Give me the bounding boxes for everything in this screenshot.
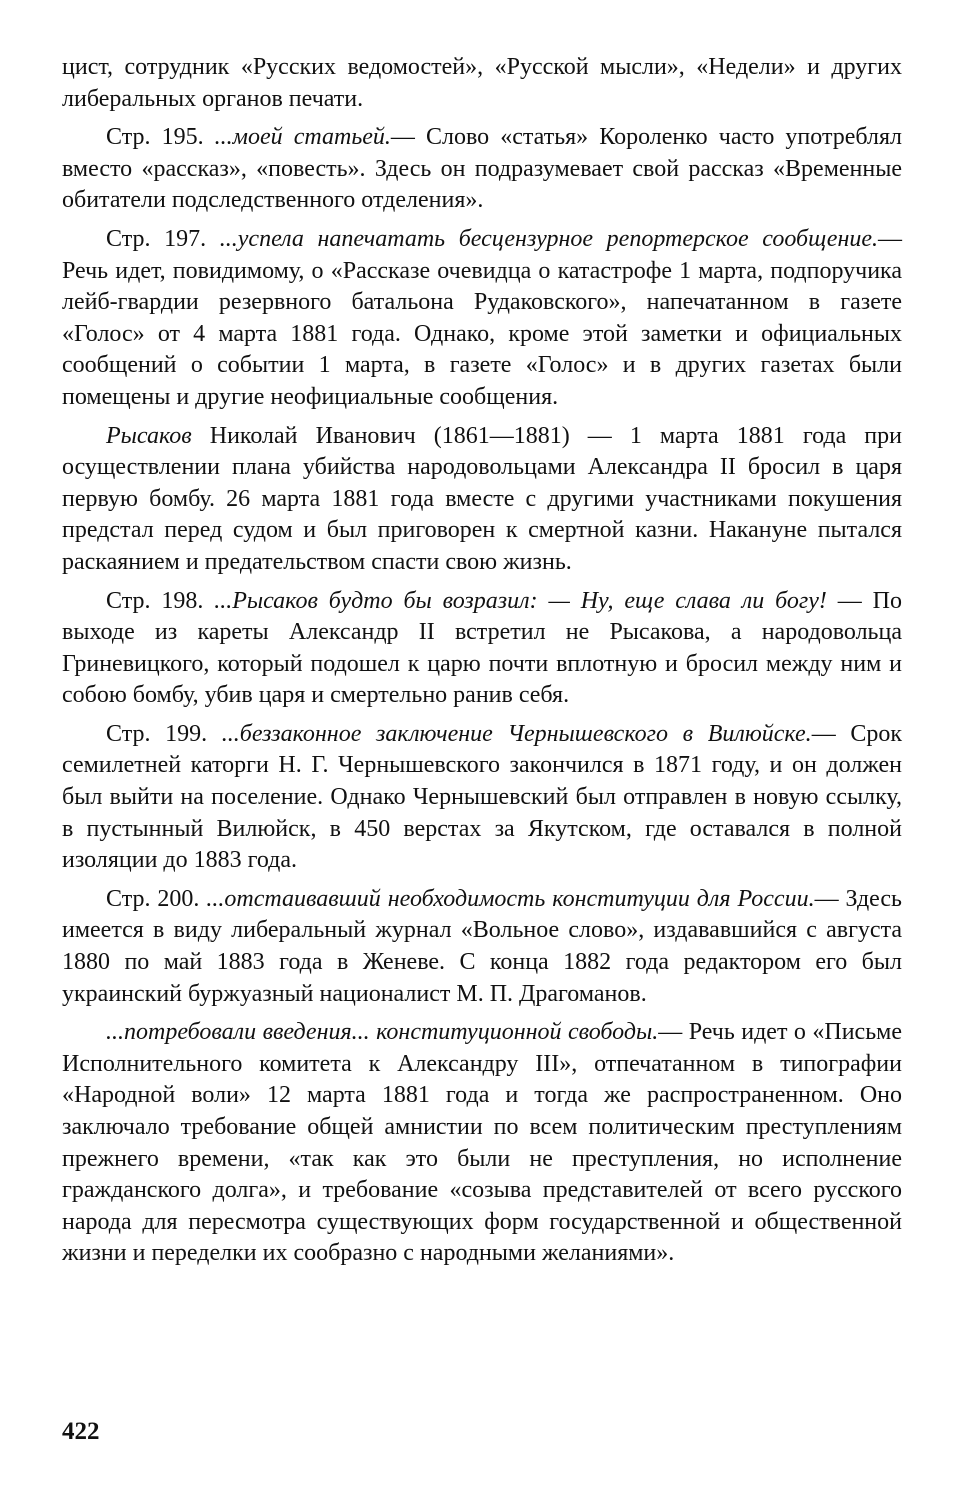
page-reference: Стр. 199.: [106, 720, 222, 747]
page-reference: Стр. 197.: [106, 225, 220, 252]
note-body: цист, сотрудник «Русских ведомостей», «Русской мысли», «Недели» и других либеральных органов печати.: [62, 54, 902, 112]
note-paragraph: [62, 52, 902, 115]
note-paragraph: [62, 586, 902, 712]
note-body: — Речь идет о «Письме Исполнительного комитета к Александру III», отпечатанном в типографии «Народной воли» 12 марта 1881 года и тогда же распространенном. Оно заключало требование общей амнистии по всем политическим преступлениям прежнего времени, «так как это были не преступления, но исполнение гражданского долга», и требование «созыва представителей от всего русского народа для пересмотра существующих форм государственной и общественной жизни и переделки их сообразно с народными желаниями».: [62, 1019, 902, 1267]
note-body: — Речь идет, повидимому, о «Рассказе очевидца о катастрофе 1 марта, подпоручика лейб-гвардии резервного батальона Рудаковского», напечатанном в газете «Голос» от 4 марта 1881 года. Однако, кроме этой заметки и официальных сообщений о событии 1 марта, в газете «Голос» и в других газетах были помещены и другие неофициальные сообщения.: [62, 225, 902, 410]
note-body: — По выходе из кареты Александр II встретил не Рысакова, а народовольца Гриневицкого, который подошел к царю почти вплотную и бросил между ним и собою бомбу, убив царя и смертельно ранив себя.: [62, 587, 902, 709]
quoted-phrase: ...отстаивавший необходимость конституции для России.: [206, 885, 815, 912]
quoted-phrase: ...беззаконное заключение Чернышевского в Вилюйске.: [221, 720, 812, 747]
quoted-phrase: ...потребовали введения... конституционной свободы.: [106, 1019, 659, 1046]
note-paragraph: [62, 719, 902, 877]
note-body: — Слово «статья» Короленко часто употреблял вместо «рассказ», «повесть». Здесь он подразумевает свой рассказ «Временные обитатели подследственного отделения».: [62, 124, 902, 214]
note-body: — Срок семилетней каторги Н. Г. Чернышевского закончился в 1871 году, и он должен был выйти на поселение. Однако Чернышевский был отправлен в новую ссылку, в пустынный Вилюйск, в 450 верстах за Якутском, где оставался в полной изоляции до 1883 года.: [62, 720, 902, 874]
notes-text-block: [62, 52, 902, 1277]
page-reference: Стр. 198.: [106, 587, 215, 614]
note-body: Николай Иванович (1861—1881) — 1 марта 1881 года при осуществлении плана убийства народовольцами Александра II бросил в царя первую бомбу. 26 марта 1881 года вместе с другими участниками покушения предстал перед судом и был приговорен к смертной казни. Накануне пытался раскаянием и предательством спасти свою жизнь.: [62, 422, 902, 575]
page-reference: Стр. 200.: [106, 885, 207, 912]
quoted-phrase: ...успела напечатать бесцензурное репортерское сообщение.: [219, 225, 878, 252]
quoted-phrase: ...Рысаков будто бы возразил: — Ну, еще слава ли богу!: [214, 587, 827, 614]
note-paragraph: [62, 421, 902, 579]
note-body: — Здесь имеется в виду либеральный журнал «Вольное слово», издававшийся с августа 1880 по май 1883 года в Женеве. С конца 1882 года редактором его был украинский буржуазный националист М. П. Драгоманов.: [62, 885, 902, 1007]
note-paragraph: [62, 224, 902, 414]
quoted-phrase: ...моей статьей.: [214, 124, 391, 151]
note-paragraph: [62, 122, 902, 217]
quoted-phrase: Рысаков: [106, 422, 192, 449]
page-number: 422: [62, 1418, 100, 1445]
note-paragraph: [62, 1017, 902, 1270]
page-reference: Стр. 195.: [106, 124, 215, 151]
note-paragraph: [62, 884, 902, 1010]
